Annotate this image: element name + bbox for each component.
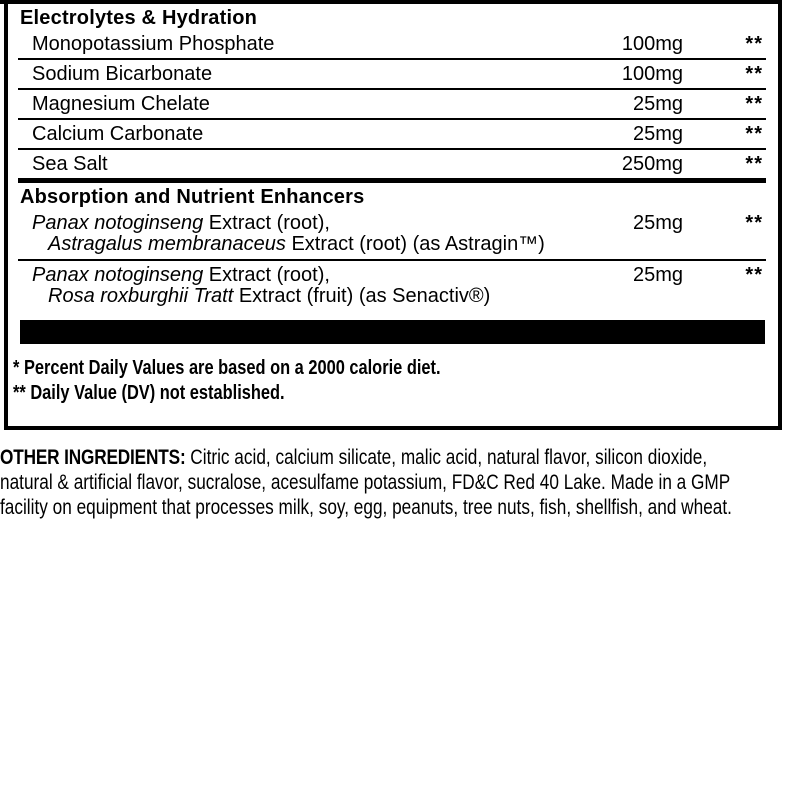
ingredient-name-text: Extract (root) (as Astragin™) <box>285 233 545 255</box>
ingredient-name <box>32 213 583 233</box>
other-ingredients-line-1 <box>0 445 708 470</box>
botanical-name: Panax notoginseng <box>32 264 204 286</box>
separator-bar <box>20 320 765 344</box>
section-divider <box>18 178 766 183</box>
ingredient-row-line1 <box>8 94 778 114</box>
ingredient-amount: 25mg <box>632 264 683 286</box>
ingredient-name-text: Extract (fruit) (as Senactiv®) <box>233 285 491 307</box>
other-ingredients-line-3: facility on equipment that processes milk, soy, egg, peanuts, tree nuts, fish, shellfish, and wheat. <box>0 496 732 519</box>
ingredient-name <box>32 64 583 84</box>
ingredient-name-text: Extract (root), <box>203 264 330 286</box>
section-title: Electrolytes & Hydration <box>20 7 258 29</box>
ingredient-name-text: Monopotassium Phosphate <box>32 33 275 55</box>
ingredient-sections <box>8 7 778 311</box>
ingredient-name <box>32 124 583 144</box>
ingredient-name <box>32 154 583 174</box>
other-ingredients-line-2: natural & artificial flavor, sucralose, acesulfame potassium, FD&C Red 40 Lake. Made in a GMP <box>0 471 731 494</box>
ingredient-row-line1 <box>8 64 778 84</box>
ingredient-amount: 25mg <box>632 123 683 145</box>
ingredient-name-text: Sodium Bicarbonate <box>32 63 213 85</box>
ingredient-row-line1 <box>8 265 778 285</box>
daily-value-asterisks: ** <box>745 212 763 234</box>
ingredient-row <box>8 120 778 148</box>
ingredient-name-text: Extract (root), <box>203 212 330 234</box>
daily-value-asterisks: ** <box>745 123 763 145</box>
ingredient-row <box>8 60 778 88</box>
ingredient-row-line1 <box>8 34 778 54</box>
ingredient-name <box>32 265 583 285</box>
ingredient-row <box>8 209 778 259</box>
section-title: Absorption and Nutrient Enhancers <box>20 186 365 208</box>
ingredient-name-line2 <box>8 286 778 307</box>
ingredient-row-line1 <box>8 124 778 144</box>
ingredient-row-line1 <box>8 154 778 174</box>
ingredient-name-text: Sea Salt <box>32 153 108 175</box>
ingredient-amount: 25mg <box>632 93 683 115</box>
ingredient-name-text: Magnesium Chelate <box>32 93 210 115</box>
botanical-name: Panax notoginseng <box>32 212 204 234</box>
daily-value-asterisks: ** <box>745 153 763 175</box>
daily-value-asterisks: ** <box>745 63 763 85</box>
botanical-name: Rosa roxburghii Tratt <box>48 285 234 307</box>
daily-value-asterisks: ** <box>745 264 763 286</box>
ingredient-name <box>32 94 583 114</box>
ingredient-row <box>8 261 778 311</box>
ingredient-amount: 100mg <box>621 63 683 85</box>
ingredient-row <box>8 150 778 178</box>
botanical-name: Astragalus membranaceus <box>48 233 286 255</box>
ingredient-name-text: Calcium Carbonate <box>32 123 204 145</box>
daily-value-asterisks: ** <box>745 93 763 115</box>
supplement-facts-panel <box>4 4 782 430</box>
daily-value-asterisks: ** <box>745 33 763 55</box>
ingredient-row-line1 <box>8 213 778 233</box>
ingredient-row <box>8 30 778 58</box>
ingredient-row <box>8 90 778 118</box>
other-ingredients-label: OTHER INGREDIENTS: <box>0 446 186 469</box>
ingredient-name-line2 <box>8 234 778 255</box>
ingredient-amount: 25mg <box>632 212 683 234</box>
other-ingredients-paragraph <box>0 445 800 520</box>
footnote-dv-not-established: ** Daily Value (DV) not established. <box>13 382 285 404</box>
other-ingredients-text-1: Citric acid, calcium silicate, malic acid, natural flavor, silicon dioxide, <box>185 446 708 469</box>
ingredient-amount: 250mg <box>621 153 683 175</box>
ingredient-amount: 100mg <box>621 33 683 55</box>
ingredient-name <box>32 34 583 54</box>
footnote-percent-daily-values: * Percent Daily Values are based on a 2000 calorie diet. <box>13 357 441 379</box>
